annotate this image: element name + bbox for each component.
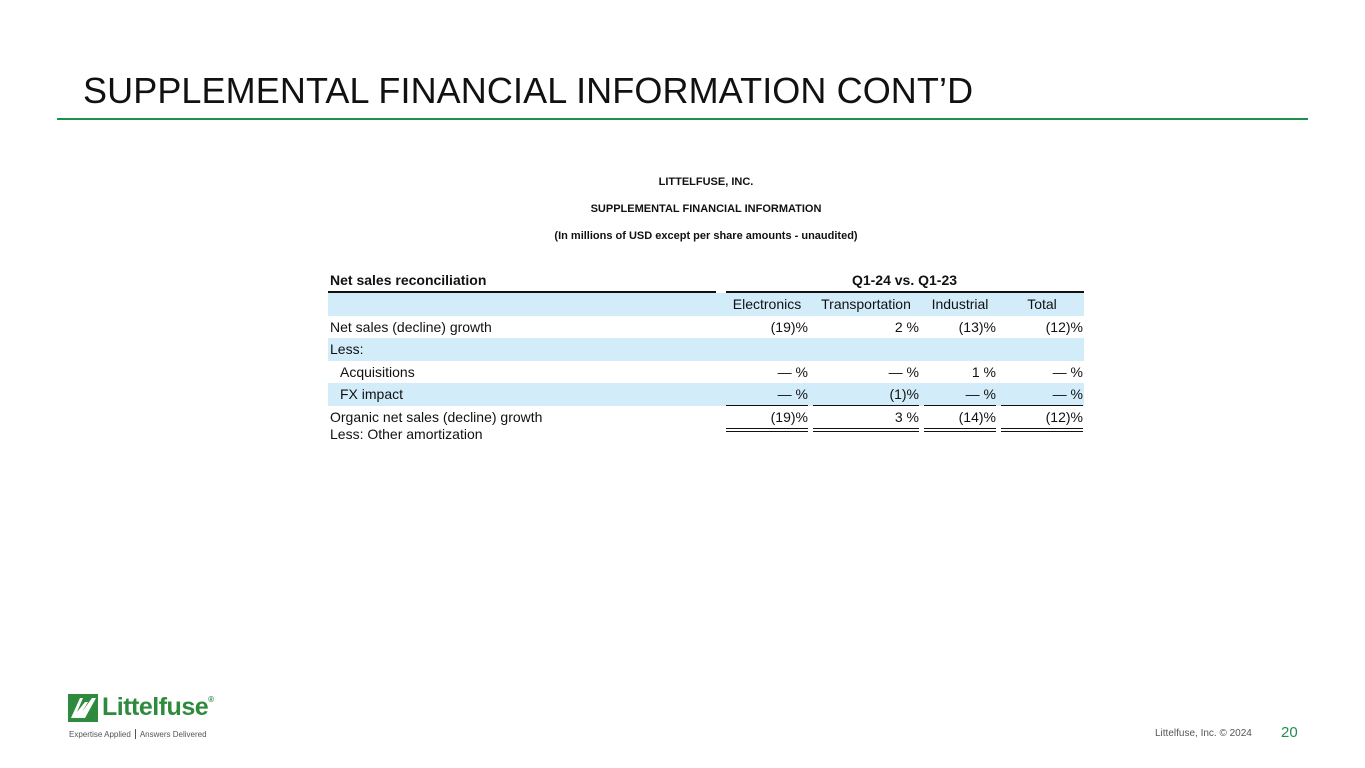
value-electronics: (19)% xyxy=(770,318,808,335)
value-electronics: — % xyxy=(777,363,808,380)
column-header-industrial: Industrial xyxy=(931,296,989,312)
cut-off-label: Less: Other amortization xyxy=(330,426,483,442)
document-heading: SUPPLEMENTAL FINANCIAL INFORMATION xyxy=(590,203,822,215)
value-industrial: 1 % xyxy=(971,363,996,380)
total-double-rule xyxy=(813,428,919,432)
tagline-left: Expertise Applied xyxy=(69,730,131,739)
title-divider xyxy=(57,118,1308,120)
value-transportation: 2 % xyxy=(894,318,919,335)
logo-text: Littelfuse xyxy=(102,693,209,721)
column-header-row xyxy=(328,293,1084,316)
value-total: (12)% xyxy=(1045,318,1083,335)
value-transportation: 3 % xyxy=(894,408,919,425)
column-header-electronics: Electronics xyxy=(732,296,802,312)
copyright: Littelfuse, Inc. © 2024 xyxy=(1155,728,1252,739)
tagline-separator xyxy=(135,729,136,739)
row-label: FX impact xyxy=(340,386,404,402)
value-electronics: — % xyxy=(777,386,808,402)
value-electronics: (19)% xyxy=(770,408,808,425)
table-row-net-sales-growth xyxy=(328,316,1084,339)
tagline-right: Answers Delivered xyxy=(139,730,207,739)
value-total: (12)% xyxy=(1045,408,1083,425)
document-subheading: (In millions of USD except per share amounts - unaudited) xyxy=(554,230,858,242)
table-row-less xyxy=(328,338,1084,361)
row-label: Net sales (decline) growth xyxy=(330,318,492,335)
page-number: 20 xyxy=(1281,724,1298,741)
value-transportation: — % xyxy=(888,363,919,380)
tagline xyxy=(69,729,207,739)
net-sales-reconciliation-table xyxy=(328,270,1084,428)
row-label: Organic net sales (decline) growth xyxy=(330,408,543,425)
value-industrial: (14)% xyxy=(958,408,996,425)
row-label: Less: xyxy=(330,341,364,357)
period-header: Q1-24 vs. Q1-23 xyxy=(851,272,958,288)
value-industrial: — % xyxy=(965,386,996,402)
total-double-rule xyxy=(1001,428,1083,432)
value-industrial: (13)% xyxy=(958,318,996,335)
column-header-transportation: Transportation xyxy=(821,296,911,312)
value-transportation: (1)% xyxy=(889,386,919,402)
table-section-header xyxy=(328,270,1084,293)
cut-off-row-text xyxy=(330,426,490,444)
table-row-acquisitions xyxy=(328,361,1084,384)
section-title: Net sales reconciliation xyxy=(330,272,487,288)
value-total: — % xyxy=(1052,363,1083,380)
logo-wordmark xyxy=(102,693,214,722)
row-label: Acquisitions xyxy=(340,363,415,380)
logo-registered-mark: ® xyxy=(208,695,214,704)
total-double-rule xyxy=(726,428,808,432)
company-name: LITTELFUSE, INC. xyxy=(658,176,754,188)
total-double-rule xyxy=(924,428,996,432)
value-total: — % xyxy=(1052,386,1083,402)
table-row-fx-impact xyxy=(328,383,1084,406)
slide-title: SUPPLEMENTAL FINANCIAL INFORMATION CONT’D xyxy=(83,70,974,111)
column-header-total: Total xyxy=(1027,296,1057,312)
littelfuse-logo-icon xyxy=(68,694,100,722)
